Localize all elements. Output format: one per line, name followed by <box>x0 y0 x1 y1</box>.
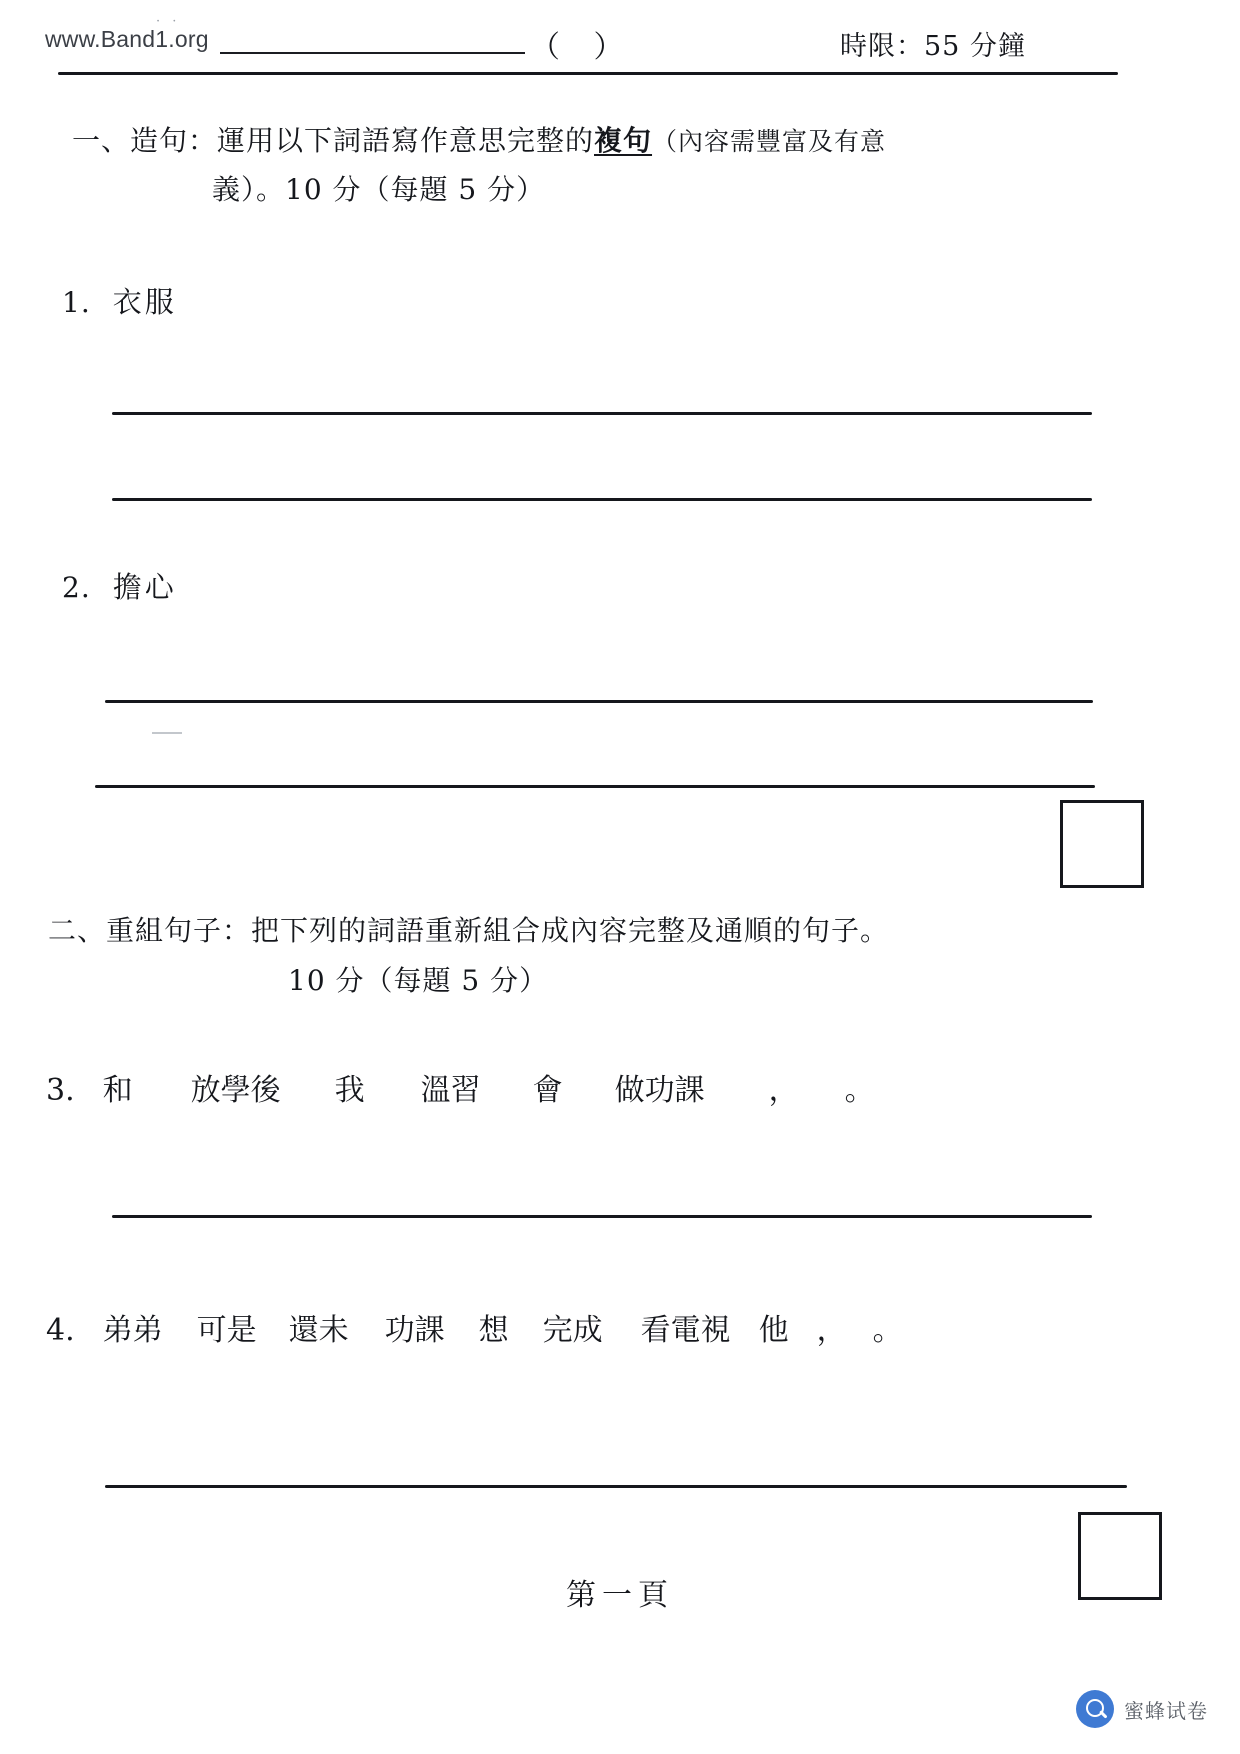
section-1-heading <box>72 118 1132 213</box>
time-limit-text: 時限：55 分鐘 <box>840 31 1026 62</box>
question-4-token-2: 可是 <box>196 1313 257 1348</box>
question-3-number: 3. <box>46 1073 75 1108</box>
question-4-token-9: ， <box>816 1313 847 1348</box>
answer-line-2a[interactable] <box>105 700 1093 703</box>
question-3-token-4: 溫習 <box>420 1073 481 1108</box>
question-4-token-5: 想 <box>478 1313 509 1348</box>
question-4-token-6: 完成 <box>542 1313 603 1348</box>
question-4-token-4: 功課 <box>384 1313 445 1348</box>
question-4-token-3: 還未 <box>288 1313 349 1348</box>
question-1-word: 衣服 <box>112 285 177 319</box>
question-3-token-3: 我 <box>334 1073 365 1108</box>
name-blank-line <box>220 52 525 54</box>
answer-line-4a[interactable] <box>105 1485 1127 1488</box>
answer-line-1b[interactable] <box>112 498 1092 501</box>
question-4-token-1: 弟弟 <box>102 1313 163 1348</box>
site-watermark: www.Band1.org <box>45 26 209 52</box>
question-1 <box>62 280 177 321</box>
question-3-token-6: 做功課 <box>614 1073 705 1108</box>
brand-watermark-label: 蜜蜂试卷 <box>1124 1700 1208 1723</box>
section-2-line2: 10 分（每題 5 分） <box>288 964 549 997</box>
score-box-section-1[interactable] <box>1060 800 1144 888</box>
question-3 <box>46 1065 875 1109</box>
section-1-note: （內容需豐富及有意 <box>652 127 887 156</box>
stray-pencil-mark <box>152 732 182 734</box>
question-4-number: 4. <box>46 1313 75 1348</box>
question-3-token-5: 會 <box>532 1073 563 1108</box>
question-1-number: 1. <box>62 286 91 319</box>
question-2-word: 擔心 <box>112 570 177 604</box>
page-number-label: 第一頁 <box>566 1578 674 1613</box>
section-1-lead: 一、造句：運用以下詞語寫作意思完整的 <box>72 124 595 157</box>
question-4-token-7: 看電視 <box>640 1313 731 1348</box>
answer-line-2b[interactable] <box>95 785 1095 788</box>
section-2-heading <box>48 908 1138 1004</box>
question-3-token-1: 和 <box>102 1073 133 1108</box>
class-number-parenthesis: （ ） <box>530 30 636 65</box>
page-header <box>60 8 1120 70</box>
answer-line-3a[interactable] <box>112 1215 1092 1218</box>
header-divider <box>58 72 1118 75</box>
question-4-token-8: 他 <box>758 1313 789 1348</box>
question-2-number: 2. <box>62 571 91 604</box>
question-3-token-2: 放學後 <box>190 1073 281 1108</box>
brand-watermark <box>1076 1690 1208 1728</box>
magnifier-badge-icon <box>1076 1690 1114 1728</box>
section-2-line1: 二、重組句子：把下列的詞語重新組合成內容完整及通順的句子。 <box>48 914 890 947</box>
question-3-token-8: 。 <box>844 1073 875 1108</box>
section-1-keyword: 複句 <box>594 124 653 157</box>
header-faint-marks: · · <box>156 14 181 29</box>
section-1-line2: 義）。10 分（每題 5 分） <box>212 173 546 206</box>
answer-line-1a[interactable] <box>112 412 1092 415</box>
question-3-token-7: ， <box>768 1073 799 1108</box>
question-2 <box>62 565 177 606</box>
question-4-token-10: 。 <box>872 1313 903 1348</box>
question-4 <box>46 1305 903 1349</box>
